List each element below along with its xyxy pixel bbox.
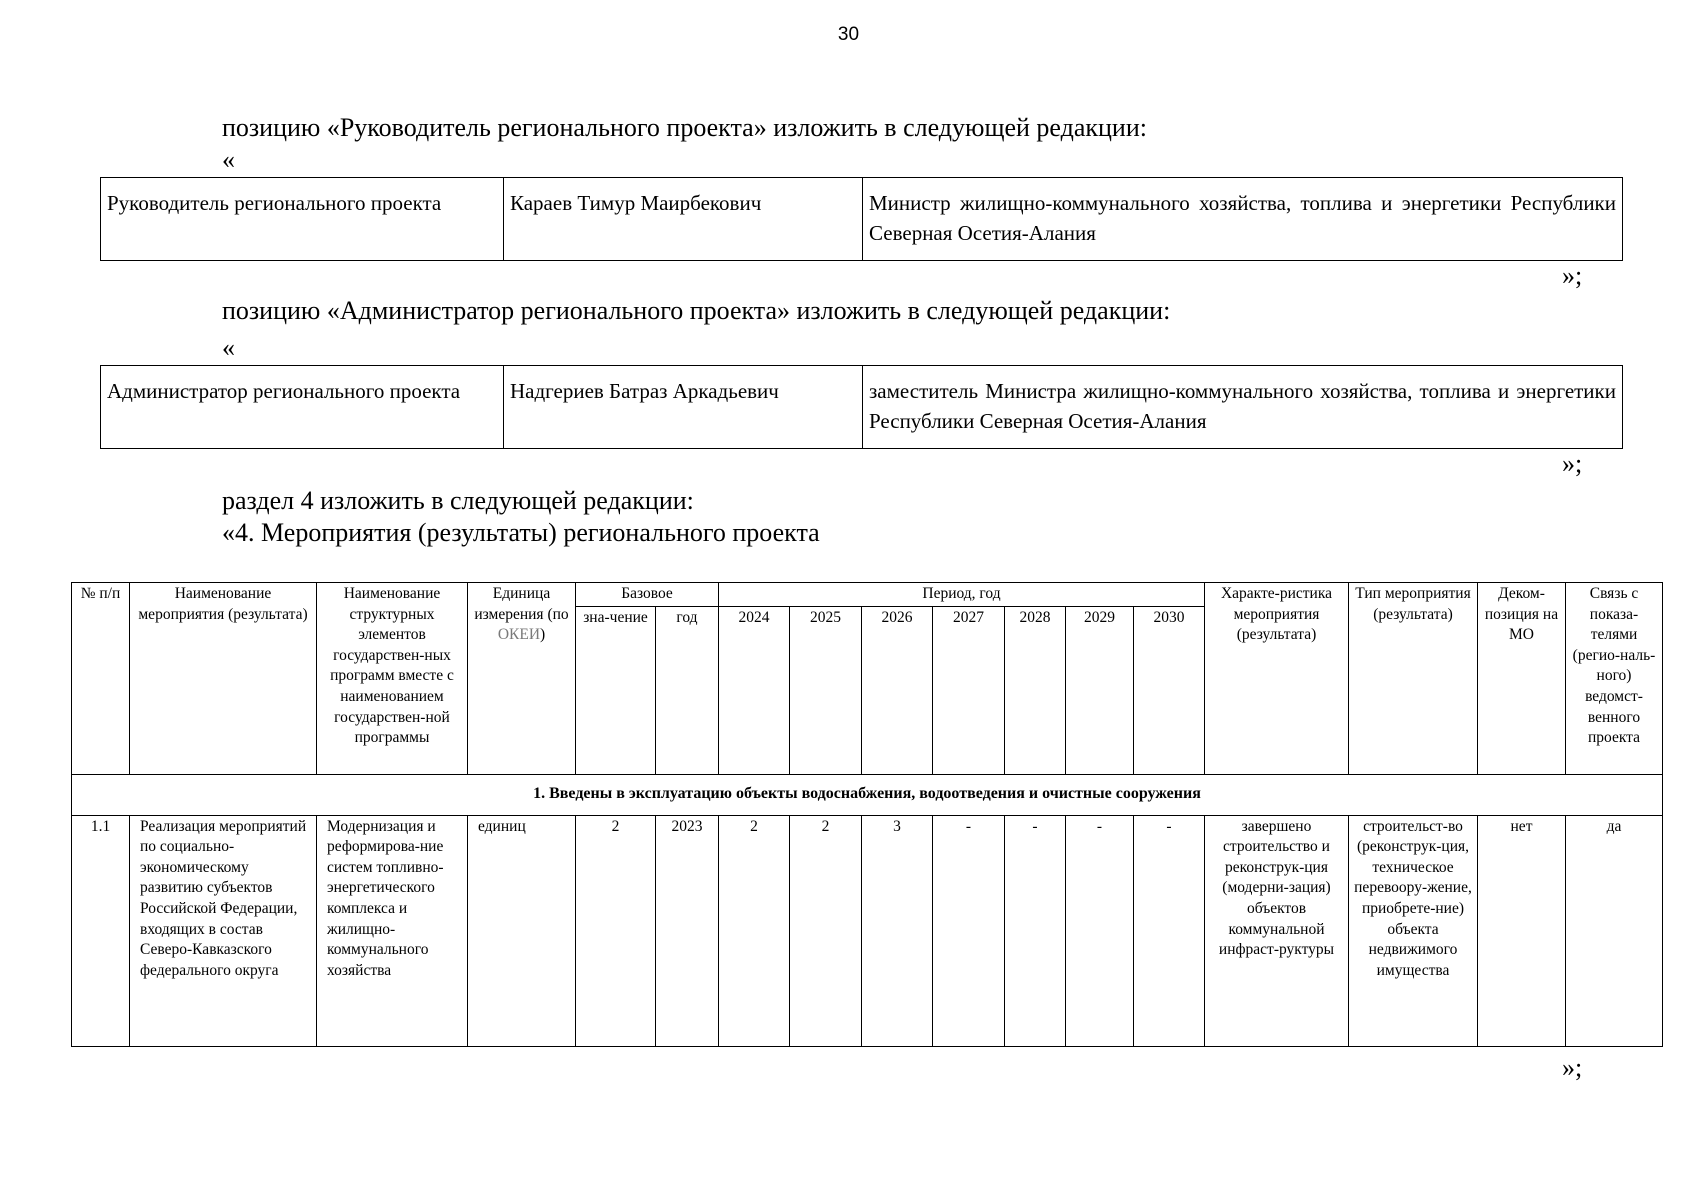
row-link: да xyxy=(1566,815,1663,1046)
header-year-2025: 2025 xyxy=(790,606,862,774)
header-name: Наименование мероприятия (результата) xyxy=(130,583,317,775)
header-unit xyxy=(468,583,576,775)
row-value-2026: 3 xyxy=(862,815,933,1046)
row-unit: единиц xyxy=(468,815,576,1046)
header-year-2027: 2027 xyxy=(933,606,1005,774)
row-value-2024: 2 xyxy=(719,815,790,1046)
measures-table xyxy=(71,582,1663,1047)
paragraph-head-instruction: позицию «Руководитель регионального проекта» изложить в следующей редакции: xyxy=(222,113,1147,142)
section-title: «4. Мероприятия (результаты) регионального проекта xyxy=(222,518,820,547)
header-year-2030: 2030 xyxy=(1134,606,1205,774)
header-year-2029: 2029 xyxy=(1066,606,1134,774)
paragraph-admin-instruction: позицию «Администратор регионального проекта» изложить в следующей редакции: xyxy=(222,296,1171,325)
header-unit-close: ) xyxy=(540,626,546,644)
admin-table xyxy=(100,365,1623,449)
admin-position: заместитель Министра жилищно-коммунального хозяйства, топлива и энергетики Республики Северная Осетия-Алания xyxy=(863,366,1623,449)
section-row xyxy=(72,774,1663,815)
row-decomposition: нет xyxy=(1478,815,1566,1046)
row-base-year: 2023 xyxy=(656,815,719,1046)
head-person: Караев Тимур Маирбекович xyxy=(504,178,863,261)
header-unit-text: Единица измерения (по xyxy=(474,585,569,623)
section-row-title: 1. Введены в эксплуатацию объекты водоснабжения, водоотведения и очистные сооружения xyxy=(72,774,1663,815)
paragraph-section-instruction: раздел 4 изложить в следующей редакции: xyxy=(222,486,694,515)
header-period: Период, год xyxy=(719,583,1205,607)
open-quote: « xyxy=(222,145,235,174)
header-unit-okei: ОКЕИ xyxy=(497,626,541,644)
header-characteristic: Характе-ристика мероприятия (результата) xyxy=(1205,583,1349,775)
open-quote: « xyxy=(222,333,235,362)
header-base-value: зна-чение xyxy=(576,606,656,774)
row-name: Реализация мероприятий по социально-экономическому развитию субъектов Российской Федерации, входящих в состав Северо-Кавказского федерального округа xyxy=(130,815,317,1046)
admin-person: Надгериев Батраз Аркадьевич xyxy=(504,366,863,449)
row-num: 1.1 xyxy=(72,815,130,1046)
table-row xyxy=(72,815,1663,1046)
row-value-2027: - xyxy=(933,815,1005,1046)
header-decomposition: Деком-позиция на МО xyxy=(1478,583,1566,775)
close-quote: »; xyxy=(1562,1053,1583,1082)
header-structure: Наименование структурных элементов государствен-ных программ вместе с наименованием государствен-ной программы xyxy=(317,583,468,775)
admin-row xyxy=(101,366,1623,449)
admin-role: Администратор регионального проекта xyxy=(101,366,504,449)
row-base-value: 2 xyxy=(576,815,656,1046)
head-position: Министр жилищно-коммунального хозяйства, топлива и энергетики Республики Северная Осетия-Алания xyxy=(863,178,1623,261)
header-link: Связь с показа-телями (регио-наль-ного) ведомст-венного проекта xyxy=(1566,583,1663,775)
header-year-2026: 2026 xyxy=(862,606,933,774)
row-value-2029: - xyxy=(1066,815,1134,1046)
header-base: Базовое xyxy=(576,583,719,607)
head-row xyxy=(101,178,1623,261)
header-year-2024: 2024 xyxy=(719,606,790,774)
page-number: 30 xyxy=(837,24,860,45)
close-quote: »; xyxy=(1562,261,1583,290)
row-value-2028: - xyxy=(1005,815,1066,1046)
row-value-2030: - xyxy=(1134,815,1205,1046)
row-structure: Модернизация и реформирова-ние систем топливно-энергетического комплекса и жилищно-коммунального хозяйства xyxy=(317,815,468,1046)
row-characteristic: завершено строительство и реконструк-ция (модерни-зация) объектов коммунальной инфраст-руктуры xyxy=(1205,815,1349,1046)
head-table xyxy=(100,177,1623,261)
head-role: Руководитель регионального проекта xyxy=(101,178,504,261)
header-type: Тип мероприятия (результата) xyxy=(1349,583,1478,775)
close-quote: »; xyxy=(1562,449,1583,478)
row-type: строительст-во (реконструк-ция, техническое перевоору-жение, приобрете-ние) объекта недвижимого имущества xyxy=(1349,815,1478,1046)
header-base-year: год xyxy=(656,606,719,774)
header-num: № п/п xyxy=(72,583,130,775)
row-value-2025: 2 xyxy=(790,815,862,1046)
header-row xyxy=(72,583,1663,607)
header-year-2028: 2028 xyxy=(1005,606,1066,774)
